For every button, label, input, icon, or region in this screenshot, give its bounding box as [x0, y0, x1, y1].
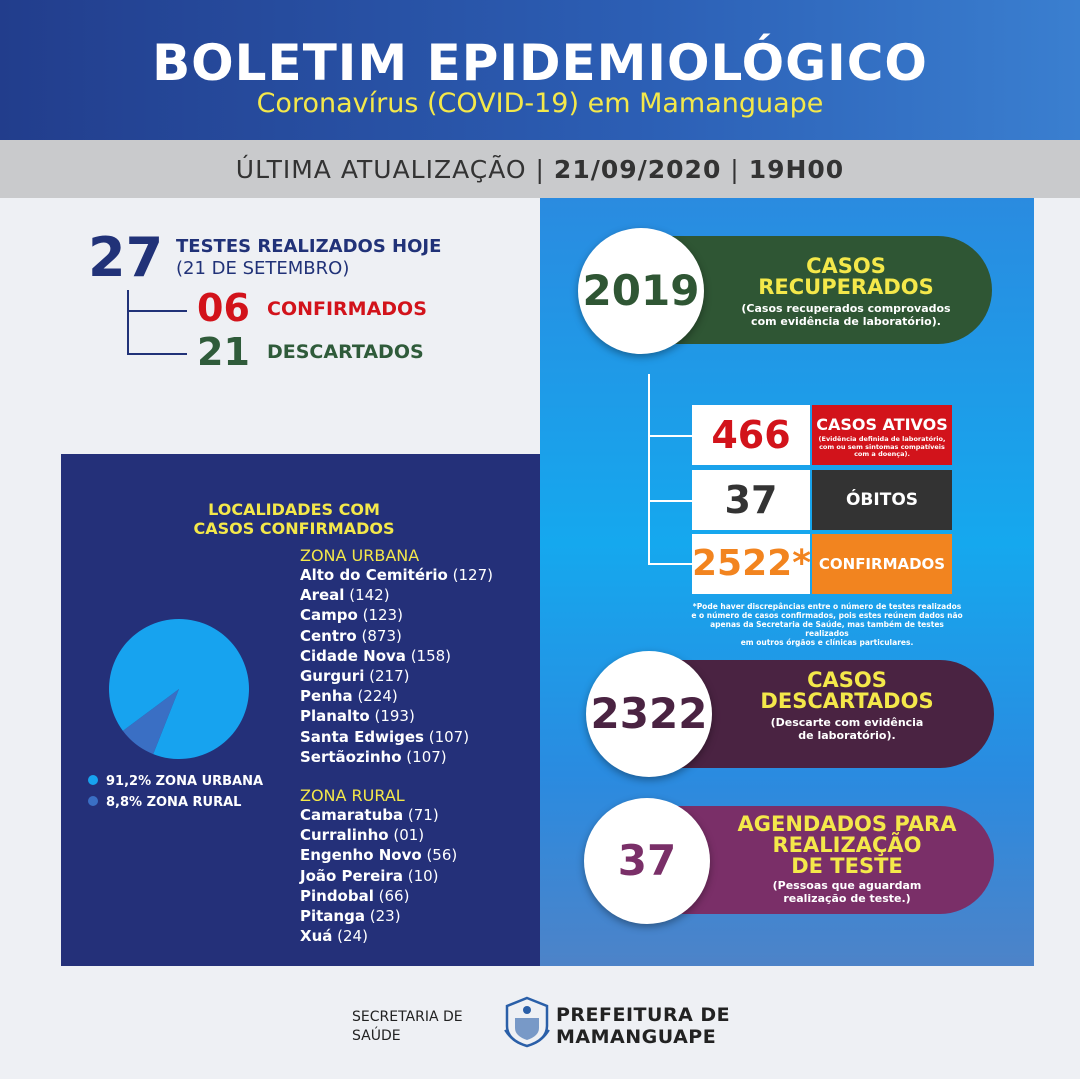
list-item: Sertãozinho (107): [300, 747, 447, 766]
city-seal-logo: [503, 996, 551, 1048]
list-item: Pitanga (23): [300, 907, 401, 926]
list-item: Santa Edwiges (107): [300, 727, 470, 746]
tree-line: [648, 563, 692, 565]
list-item: Curralinho (01): [300, 826, 425, 845]
deaths-label: ÓBITOS: [812, 470, 952, 530]
tests-confirmed-value: 06: [197, 286, 250, 330]
page-title: BOLETIM EPIDEMIOLÓGICO: [152, 34, 928, 92]
legend-label: 91,2% ZONA URBANA: [106, 774, 264, 789]
list-item: Alto do Cemitério (127): [300, 566, 493, 584]
localities-title-line: LOCALIDADES COM: [208, 500, 380, 519]
scheduled-title: REALIZAÇÃO: [772, 833, 922, 857]
discarded-title: CASOS: [807, 668, 887, 692]
footnote: *Pode haver discrepâncias entre o número de testes realizados e o número de casos confirmados, pois estes reúnem dados não apenas da Secretaria de Saúde, mas também de testes realizados em outros órgãos e clínicas particulares.: [691, 602, 963, 647]
tests-discarded-label: DESCARTADOS: [267, 341, 424, 363]
list-item: Gurguri (217): [300, 667, 410, 686]
separator: |: [730, 155, 740, 184]
list-item: Camaratuba (71): [300, 806, 439, 824]
footer-secretaria: SECRETARIA DE SAÚDE: [352, 1009, 463, 1044]
localities-title-line: CASOS CONFIRMADOS: [193, 519, 395, 538]
rural-zone-title: ZONA RURAL: [300, 786, 405, 805]
tree-line: [127, 290, 129, 354]
tests-today-label: TESTES REALIZADOS HOJE: [176, 236, 442, 257]
separator: |: [535, 155, 545, 184]
discarded-value: 2322: [586, 651, 712, 777]
tree-line: [648, 500, 692, 502]
legend-item-rural: [88, 795, 241, 810]
footer-prefeitura: PREFEITURA DE MAMANGUAPE: [556, 1004, 731, 1048]
active-cases-label-box: [812, 405, 952, 465]
tests-today-count: 27: [88, 226, 164, 289]
list-item: Penha (224): [300, 687, 398, 706]
recovered-note: (Casos recuperados comprovados com evidência de laboratório).: [741, 302, 951, 328]
list-item: Areal (142): [300, 586, 390, 605]
tree-line: [648, 374, 650, 564]
list-item: Xuá (24): [300, 927, 368, 946]
page-subtitle: Coronavírus (COVID-19) em Mamanguape: [256, 88, 824, 119]
list-item: Campo (123): [300, 606, 403, 625]
discarded-title: DESCARTADOS: [760, 689, 934, 713]
recovered-title: CASOS: [806, 254, 886, 278]
last-update-time: 19H00: [748, 155, 845, 184]
tests-discarded-value: 21: [197, 330, 250, 374]
list-item: Planalto (193): [300, 707, 415, 726]
deaths-value: 37: [692, 470, 810, 530]
recovered-title: RECUPERADOS: [758, 275, 934, 299]
recovered-value: 2019: [578, 228, 704, 354]
tree-line: [127, 310, 187, 312]
urban-zone-list: [300, 565, 493, 767]
confirmed-label: CONFIRMADOS: [812, 534, 952, 594]
urban-zone-title: ZONA URBANA: [300, 546, 420, 565]
tree-line: [648, 435, 692, 437]
list-item: Centro (873): [300, 626, 402, 645]
scheduled-title: AGENDADOS PARA: [737, 812, 957, 836]
list-item: Pindobal (66): [300, 886, 410, 905]
scheduled-value: 37: [584, 798, 710, 924]
list-item: João Pereira (10): [300, 866, 439, 885]
tree-line: [127, 353, 187, 355]
zone-pie-chart: [107, 617, 251, 761]
last-update-bar: [0, 140, 1080, 198]
discarded-note: (Descarte com evidência de laboratório).: [770, 716, 924, 742]
rural-zone-list: [300, 805, 457, 946]
list-item: Cidade Nova (158): [300, 646, 452, 665]
legend-item-urban: [88, 774, 263, 789]
confirmed-value: 2522*: [692, 534, 810, 594]
legend-label: 8,8% ZONA RURAL: [106, 795, 242, 810]
scheduled-title: DE TESTE: [791, 854, 903, 878]
tests-today-date: (21 DE SETEMBRO): [176, 258, 350, 279]
legend-dot-rural: [88, 796, 98, 806]
localities-title: [61, 500, 527, 538]
legend-dot-urban: [88, 775, 98, 785]
scheduled-note: (Pessoas que aguardam realização de teste.): [772, 879, 922, 905]
active-cases-note: (Evidência definida de laboratório, com ou sem sintomas compatíveis com a doença).: [818, 435, 946, 458]
last-update-date: 21/09/2020: [553, 155, 722, 184]
active-cases-label: CASOS ATIVOS: [816, 415, 948, 434]
list-item: Engenho Novo (56): [300, 846, 458, 865]
active-cases-value: 466: [692, 405, 810, 465]
last-update-label: ÚLTIMA ATUALIZAÇÃO: [235, 155, 527, 184]
tests-confirmed-label: CONFIRMADOS: [267, 298, 427, 320]
